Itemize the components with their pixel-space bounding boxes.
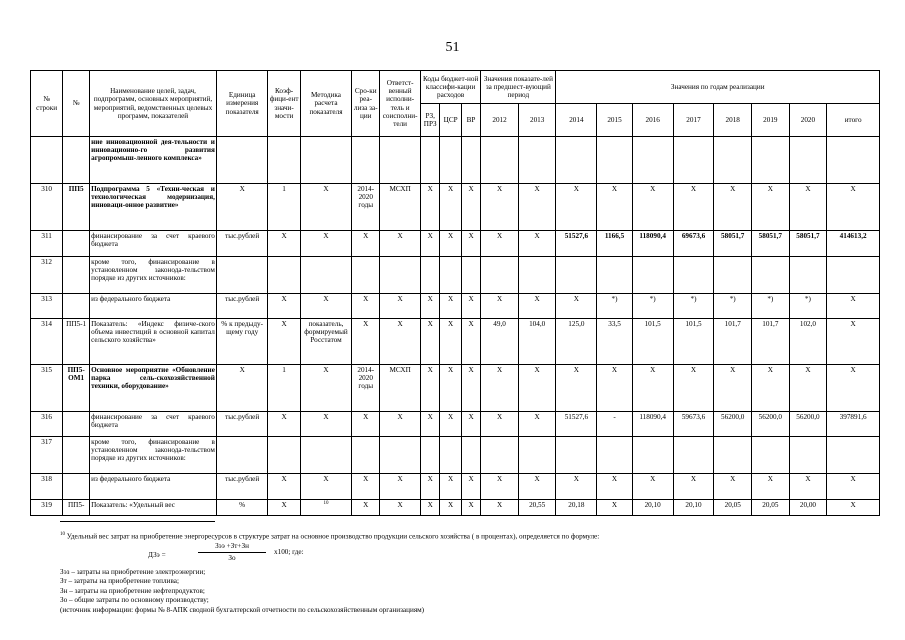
cell-2015 [597, 257, 632, 294]
cell-term: Х [352, 294, 380, 319]
header-total: итого [827, 104, 880, 137]
cell-resp [380, 257, 421, 294]
cell-total [827, 437, 880, 474]
formula [60, 542, 880, 568]
cell-method: Х [300, 474, 352, 500]
cell-2014: Х [556, 184, 597, 231]
cell-term: Х [352, 231, 380, 257]
cell-rz: Х [421, 500, 440, 516]
cell-rz [421, 137, 440, 184]
cell-2015: Х [597, 184, 632, 231]
cell-term: Х [352, 412, 380, 437]
footnotes [60, 532, 880, 615]
cell-2019: 56200,0 [752, 412, 790, 437]
cell-method: показатель, формируемый Росстатом [300, 319, 352, 365]
cell-2016: *) [632, 294, 673, 319]
cell-coef: Х [268, 412, 300, 437]
cell-2013: 104,0 [518, 319, 556, 365]
cell-unit: тыс.рублей [216, 474, 268, 500]
cell-term: 2014-2020 годы [352, 184, 380, 231]
cell-no [63, 412, 90, 437]
cell-2017 [673, 137, 714, 184]
cell-2018: Х [714, 474, 752, 500]
header-term: Сро-ки реа-лиза за-ции [352, 71, 380, 137]
cell-total: Х [827, 294, 880, 319]
cell-method [300, 500, 352, 516]
header-csr: ЦСР [440, 104, 461, 137]
table-row [31, 500, 880, 516]
cell-2018: Х [714, 365, 752, 412]
cell-2014: 125,0 [556, 319, 597, 365]
cell-2015 [597, 437, 632, 474]
cell-2014: Х [556, 294, 597, 319]
cell-vr: Х [461, 319, 480, 365]
page-number: 51 [445, 40, 460, 55]
cell-resp: Х [380, 500, 421, 516]
definition-total-costs: Зо – общие затраты по основному производству; [60, 596, 209, 605]
cell-2017: 59673,6 [673, 412, 714, 437]
footnote-separator [60, 521, 215, 522]
cell-2012: Х [481, 184, 519, 231]
cell-csr: Х [440, 231, 461, 257]
cell-method: Х [300, 365, 352, 412]
cell-term [352, 437, 380, 474]
cell-2014: 51527,6 [556, 231, 597, 257]
cell-row: 319 [31, 500, 63, 516]
cell-name: Основное мероприятие «Обновление парка сель-скохозяйственной техники, оборудование» [90, 365, 217, 412]
cell-row: 313 [31, 294, 63, 319]
cell-2013 [518, 257, 556, 294]
cell-coef [268, 257, 300, 294]
cell-term [352, 137, 380, 184]
cell-resp [380, 437, 421, 474]
cell-no: ПП5- [63, 500, 90, 516]
cell-no [63, 231, 90, 257]
cell-2020: 102,0 [789, 319, 827, 365]
cell-2020: Х [789, 474, 827, 500]
cell-2017 [673, 437, 714, 474]
cell-csr: Х [440, 294, 461, 319]
cell-2016: Х [632, 184, 673, 231]
header-year-2013: 2013 [518, 104, 556, 137]
cell-name: Показатель: «Индекс физиче-ского объема инвестиций в основной капитал сельского хозяйства» [90, 319, 217, 365]
cell-2019: 20,05 [752, 500, 790, 516]
header-responsible: Ответст-венный исполни-тель и соисполни-тели [380, 71, 421, 137]
cell-2018 [714, 137, 752, 184]
table-row [31, 257, 880, 294]
cell-csr [440, 257, 461, 294]
cell-no [63, 294, 90, 319]
cell-2015: - [597, 412, 632, 437]
cell-vr: Х [461, 294, 480, 319]
cell-name: финансирование за счет краевого бюджета [90, 412, 217, 437]
cell-no: ПП5-ОМ1 [63, 365, 90, 412]
header-coefficient: Коэф-фици-ент значи-мости [268, 71, 300, 137]
cell-2018 [714, 257, 752, 294]
cell-2013: Х [518, 231, 556, 257]
cell-2012 [481, 137, 519, 184]
cell-unit [216, 437, 268, 474]
cell-csr [440, 437, 461, 474]
cell-coef: Х [268, 231, 300, 257]
cell-2016 [632, 137, 673, 184]
cell-2016 [632, 257, 673, 294]
formula-lhs: ДЗэ = [148, 550, 166, 559]
header-rz: РЗ, ПРЗ [421, 104, 440, 137]
cell-unit: Х [216, 184, 268, 231]
cell-2017: 69673,6 [673, 231, 714, 257]
cell-2012: Х [481, 294, 519, 319]
footnote-ref: 10 [323, 501, 329, 506]
cell-row: 310 [31, 184, 63, 231]
footnote-marker: 10 [60, 532, 65, 537]
cell-no [63, 257, 90, 294]
cell-row [31, 137, 63, 184]
cell-2018: 101,7 [714, 319, 752, 365]
cell-2016: 20,10 [632, 500, 673, 516]
header-year-2015: 2015 [597, 104, 632, 137]
cell-2012 [481, 257, 519, 294]
cell-term: 2014-2020 годы [352, 365, 380, 412]
cell-resp: Х [380, 294, 421, 319]
cell-2016: 118090,4 [632, 231, 673, 257]
cell-vr: Х [461, 474, 480, 500]
cell-resp: Х [380, 231, 421, 257]
cell-method: Х [300, 231, 352, 257]
cell-name: кроме того, финансирование в установленном законода-тельством порядке из других источников: [90, 437, 217, 474]
table-row [31, 437, 880, 474]
cell-name: ние инновационной дея-тельности и инновационно-го развития агропромыш-ленного комплекса» [90, 137, 217, 184]
cell-rz: Х [421, 184, 440, 231]
cell-name: Подпрограмма 5 «Техни-ческая и технологическая модернизация, инноваци-онное развитие» [90, 184, 217, 231]
cell-row: 314 [31, 319, 63, 365]
cell-resp: МСХП [380, 184, 421, 231]
cell-term: Х [352, 319, 380, 365]
table-row [31, 184, 880, 231]
cell-coef: 1 [268, 184, 300, 231]
cell-no [63, 437, 90, 474]
cell-2014: Х [556, 365, 597, 412]
cell-2012: Х [481, 474, 519, 500]
cell-csr: Х [440, 365, 461, 412]
cell-2014: 20,18 [556, 500, 597, 516]
cell-2015: *) [597, 294, 632, 319]
cell-row: 316 [31, 412, 63, 437]
cell-vr: Х [461, 365, 480, 412]
header-year-2014: 2014 [556, 104, 597, 137]
cell-unit: % к предыду-щему году [216, 319, 268, 365]
cell-2017: 101,5 [673, 319, 714, 365]
cell-2013: 20,55 [518, 500, 556, 516]
cell-2018: Х [714, 184, 752, 231]
header-budget-codes: Коды бюджет-ной классифи-кации расходов [421, 71, 481, 104]
cell-unit: % [216, 500, 268, 516]
formula-denominator: Зо [228, 553, 236, 562]
table-row [31, 412, 880, 437]
cell-no [63, 137, 90, 184]
cell-coef: Х [268, 319, 300, 365]
cell-coef [268, 437, 300, 474]
table-row [31, 474, 880, 500]
cell-row: 312 [31, 257, 63, 294]
cell-vr: Х [461, 500, 480, 516]
cell-2020 [789, 257, 827, 294]
cell-2019: *) [752, 294, 790, 319]
cell-name: кроме того, финансирование в установленном законода-тельством порядке из других источников: [90, 257, 217, 294]
cell-2014 [556, 137, 597, 184]
cell-total [827, 137, 880, 184]
cell-method: Х [300, 412, 352, 437]
cell-2013: Х [518, 184, 556, 231]
cell-rz [421, 257, 440, 294]
cell-total: Х [827, 319, 880, 365]
cell-2014 [556, 257, 597, 294]
cell-csr: Х [440, 412, 461, 437]
cell-total [827, 257, 880, 294]
source-note: (источник информации: формы № 8-АПК сводной бухгалтерской отчетности по сельскохозяйственным организациям) [60, 605, 425, 614]
cell-name: финансирование за счет краевого бюджета [90, 231, 217, 257]
cell-unit: Х [216, 365, 268, 412]
header-method: Методика расчета показателя [300, 71, 352, 137]
cell-rz: Х [421, 231, 440, 257]
cell-2017: *) [673, 294, 714, 319]
cell-2016: 118090,4 [632, 412, 673, 437]
cell-coef: Х [268, 474, 300, 500]
cell-unit: тыс.рублей [216, 294, 268, 319]
cell-name: из федерального бюджета [90, 294, 217, 319]
cell-vr [461, 137, 480, 184]
cell-2013: Х [518, 365, 556, 412]
cell-coef: Х [268, 294, 300, 319]
cell-method: Х [300, 294, 352, 319]
header-prev-values: Значения показате-лей за предшест-вующий период [481, 71, 556, 104]
cell-rz: Х [421, 412, 440, 437]
formula-fraction-bar [198, 552, 266, 553]
cell-name: Показатель: «Удельный вес [90, 500, 217, 516]
cell-2018: 20,05 [714, 500, 752, 516]
header-name: Наименование целей, задач, подпрограмм, основных мероприятий, мероприятий, ведомственных целевых программ, показателей [90, 71, 217, 137]
cell-2020: 56200,0 [789, 412, 827, 437]
cell-2017: Х [673, 184, 714, 231]
cell-csr [440, 137, 461, 184]
cell-method [300, 437, 352, 474]
cell-coef: Х [268, 500, 300, 516]
cell-2017: Х [673, 365, 714, 412]
cell-2018 [714, 437, 752, 474]
footnote-text [60, 532, 880, 542]
cell-2016: Х [632, 365, 673, 412]
cell-no: ПП5-1 [63, 319, 90, 365]
header-vr: ВР [461, 104, 480, 137]
cell-vr [461, 257, 480, 294]
cell-2014: Х [556, 474, 597, 500]
cell-term: Х [352, 500, 380, 516]
cell-no: ПП5 [63, 184, 90, 231]
cell-rz [421, 437, 440, 474]
cell-resp [380, 137, 421, 184]
cell-rz: Х [421, 365, 440, 412]
cell-2019: 101,7 [752, 319, 790, 365]
cell-2017: 20,10 [673, 500, 714, 516]
cell-method [300, 137, 352, 184]
cell-resp: Х [380, 474, 421, 500]
cell-row: 311 [31, 231, 63, 257]
cell-rz: Х [421, 474, 440, 500]
cell-2012: Х [481, 231, 519, 257]
cell-2020 [789, 437, 827, 474]
header-row-number: № строки [31, 71, 63, 137]
cell-coef [268, 137, 300, 184]
cell-csr: Х [440, 500, 461, 516]
cell-rz: Х [421, 319, 440, 365]
indicators-table [30, 70, 880, 516]
header-year-2020: 2020 [789, 104, 827, 137]
cell-row: 315 [31, 365, 63, 412]
cell-vr: Х [461, 231, 480, 257]
cell-2015: Х [597, 365, 632, 412]
cell-csr: Х [440, 319, 461, 365]
cell-csr: Х [440, 184, 461, 231]
cell-2019: 58051,7 [752, 231, 790, 257]
cell-2019 [752, 437, 790, 474]
cell-2020 [789, 137, 827, 184]
definition-oil-products: Зн – затраты на приобретение нефтепродуктов; [60, 586, 205, 595]
cell-2016 [632, 437, 673, 474]
header-number: № [63, 71, 90, 137]
cell-2014: 51527,6 [556, 412, 597, 437]
cell-2014 [556, 437, 597, 474]
formula-rhs: х100; где: [274, 547, 304, 556]
definition-electricity: Зэз – затраты на приобретение электроэнергии; [60, 567, 206, 576]
cell-resp: МСХП [380, 365, 421, 412]
cell-vr: Х [461, 184, 480, 231]
cell-2015: 1166,5 [597, 231, 632, 257]
cell-total: Х [827, 500, 880, 516]
header-year-2018: 2018 [714, 104, 752, 137]
cell-unit [216, 137, 268, 184]
cell-2018: 56200,0 [714, 412, 752, 437]
cell-2018: *) [714, 294, 752, 319]
cell-2012: 49,0 [481, 319, 519, 365]
cell-term [352, 257, 380, 294]
cell-unit: тыс.рублей [216, 231, 268, 257]
cell-2013: Х [518, 294, 556, 319]
table-row [31, 365, 880, 412]
definition-fuel: Зт – затраты на приобретение топлива; [60, 577, 179, 586]
cell-resp: Х [380, 319, 421, 365]
cell-row: 318 [31, 474, 63, 500]
cell-2013: Х [518, 412, 556, 437]
header-year-2016: 2016 [632, 104, 673, 137]
cell-total: 414613,2 [827, 231, 880, 257]
cell-coef: 1 [268, 365, 300, 412]
cell-no [63, 474, 90, 500]
cell-2016: Х [632, 474, 673, 500]
table-row [31, 231, 880, 257]
cell-2020: 20,00 [789, 500, 827, 516]
cell-2012 [481, 437, 519, 474]
cell-total: Х [827, 184, 880, 231]
footnote-body: Удельный вес затрат на приобретение энергоресурсов в структуре затрат на основное производство продукции сельского хозяйства ( в процентах), определяется по формуле: [66, 532, 600, 541]
formula-numerator: Зээ +Зт+Зн [215, 541, 249, 550]
header-year-values: Значения по годам реализации [556, 71, 880, 104]
cell-2013: Х [518, 474, 556, 500]
cell-vr: Х [461, 412, 480, 437]
cell-2012: Х [481, 365, 519, 412]
cell-2019: Х [752, 184, 790, 231]
table-row [31, 319, 880, 365]
header-year-2017: 2017 [673, 104, 714, 137]
cell-2015: Х [597, 500, 632, 516]
cell-method: Х [300, 184, 352, 231]
cell-unit [216, 257, 268, 294]
cell-2017 [673, 257, 714, 294]
cell-csr: Х [440, 474, 461, 500]
cell-row: 317 [31, 437, 63, 474]
cell-2019 [752, 257, 790, 294]
cell-unit: тыс.рублей [216, 412, 268, 437]
cell-resp: Х [380, 412, 421, 437]
cell-total: 397891,6 [827, 412, 880, 437]
cell-2018: 58051,7 [714, 231, 752, 257]
cell-method [300, 257, 352, 294]
header-year-2012: 2012 [481, 104, 519, 137]
cell-2019: Х [752, 365, 790, 412]
table-row [31, 137, 880, 184]
cell-2012: Х [481, 500, 519, 516]
cell-2016: 101,5 [632, 319, 673, 365]
header-year-2019: 2019 [752, 104, 790, 137]
cell-2019: Х [752, 474, 790, 500]
cell-term: Х [352, 474, 380, 500]
cell-2013 [518, 137, 556, 184]
cell-2020: Х [789, 184, 827, 231]
cell-rz: Х [421, 294, 440, 319]
cell-2015: Х [597, 474, 632, 500]
cell-name: из федерального бюджета [90, 474, 217, 500]
cell-total: Х [827, 365, 880, 412]
cell-2015: 33,5 [597, 319, 632, 365]
cell-2019 [752, 137, 790, 184]
cell-2012: Х [481, 412, 519, 437]
cell-2015 [597, 137, 632, 184]
cell-2013 [518, 437, 556, 474]
cell-2020: 58051,7 [789, 231, 827, 257]
cell-total: Х [827, 474, 880, 500]
table-row [31, 294, 880, 319]
cell-2017: Х [673, 474, 714, 500]
cell-vr [461, 437, 480, 474]
header-unit: Единица измерения показателя [216, 71, 268, 137]
cell-2020: Х [789, 365, 827, 412]
cell-2020: *) [789, 294, 827, 319]
